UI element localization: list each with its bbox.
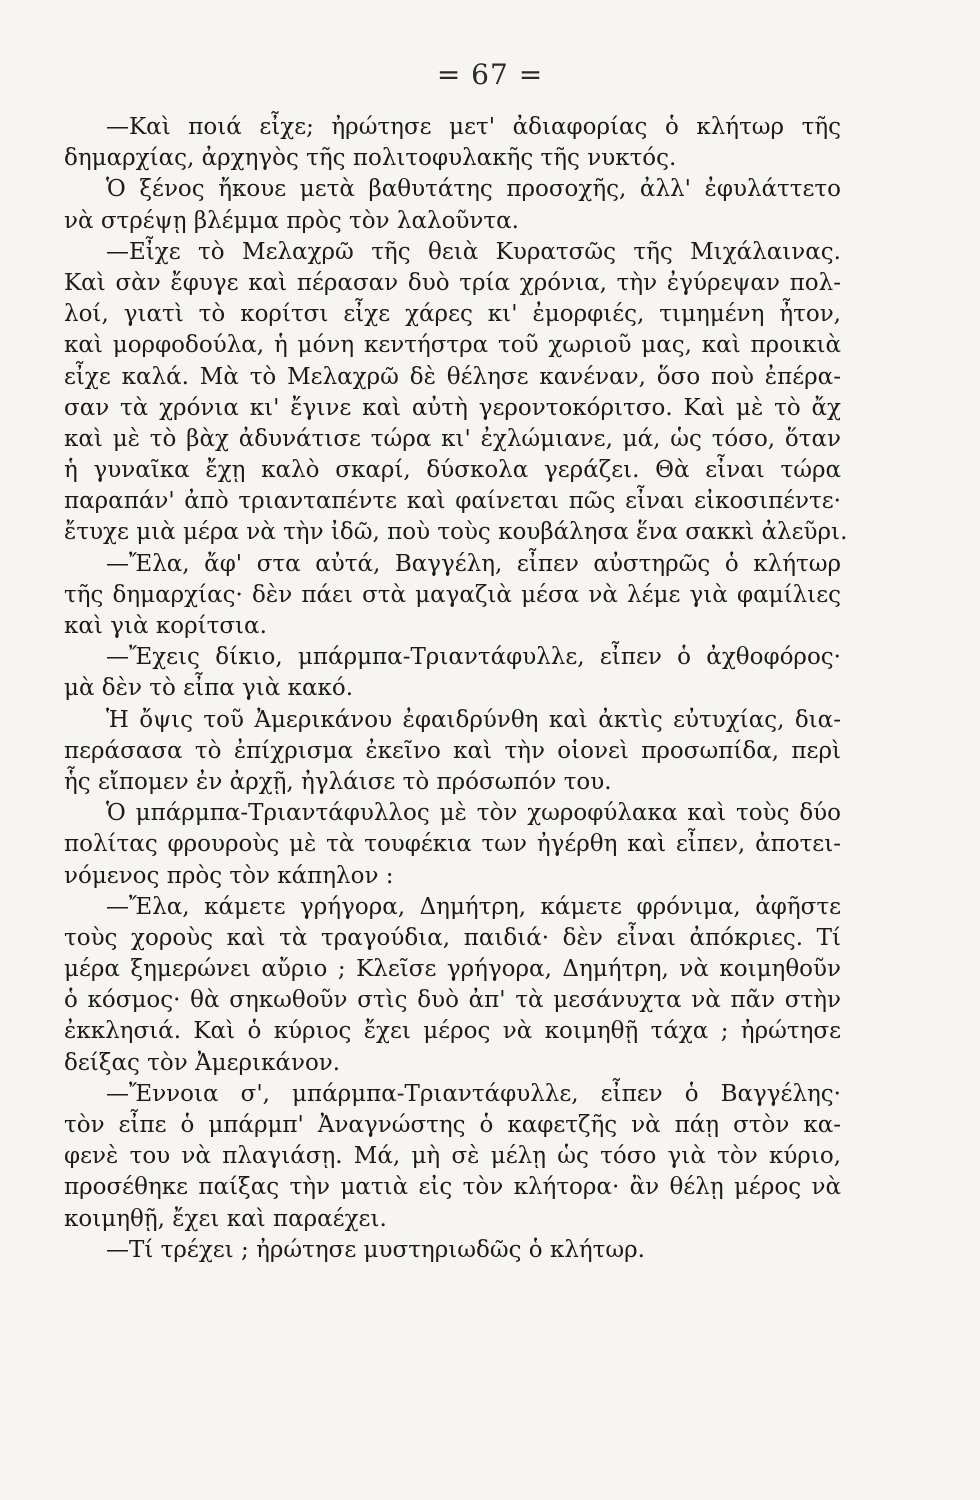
- text-line: καὶ μορφοδούλα, ἡ μόνη κεντήστρα τοῦ χωριοῦ μας, καὶ προικιὰ: [64, 332, 841, 359]
- page-number: = 67 =: [436, 58, 544, 91]
- body-text: [64, 112, 848, 1266]
- text-line: —Τί τρέχει ; ἠρώτησε μυστηριωδῶς ὁ κλήτωρ.: [106, 1236, 645, 1263]
- text-line: κοιμηθῇ, ἔχει καὶ παραέχει.: [64, 1205, 387, 1232]
- text-line: δείξας τὸν Ἀμερικάνον.: [64, 1049, 341, 1076]
- text-line: προσέθηκε παίξας τὴν ματιὰ εἰς τὸν κλήτορα· ἂν θέλῃ μέρος νὰ: [64, 1174, 841, 1201]
- text-line: ὁ κόσμος· θὰ σηκωθοῦν στὶς δυὸ ἀπ' τὰ μεσάνυχτα νὰ πᾶν στὴν: [64, 987, 841, 1014]
- text-line: νόμενος πρὸς τὸν κάπηλον :: [64, 862, 394, 889]
- text-line: λοί, γιατὶ τὸ κορίτσι εἶχε χάρες κι' ἐμορφιές, τιμημένη ἦτον,: [64, 301, 841, 328]
- text-line: Ὁ ξένος ἤκουε μετὰ βαθυτάτης προσοχῆς, ἀλλ' ἐφυλάττετο: [106, 176, 841, 203]
- text-line: καὶ μὲ τὸ βὰχ ἀδυνάτισε τώρα κι' ἐχλώμιανε, μά, ὡς τόσο, ὅταν: [64, 425, 841, 452]
- text-line: —Ἔλα, κάμετε γρήγορα, Δημήτρη, κάμετε φρόνιμα, ἀφῆστε: [106, 893, 841, 920]
- text-line: ἔτυχε μιὰ μέρα νὰ τὴν ἰδῶ, ποὺ τοὺς κουβάλησα ἕνα σακκὶ ἀλεῦρι.: [64, 519, 848, 546]
- text-line: —Εἶχε τὸ Μελαχρῶ τῆς θειὰ Κυρατσῶς τῆς Μιχάλαινας.: [106, 238, 841, 265]
- text-line: τὸν εἶπε ὁ μπάρμπ' Ἀναγνώστης ὁ καφετζῆς νὰ πάῃ στὸν κα-: [64, 1112, 841, 1138]
- text-line: νὰ στρέψῃ βλέμμα πρὸς τὸν λαλοῦντα.: [64, 207, 519, 234]
- text-line: περάσασα τὸ ἐπίχρισμα ἐκεῖνο καὶ τὴν οἱονεὶ προσωπίδα, περὶ: [64, 737, 841, 764]
- text-line: —Ἔλα, ἄφ' στα αὐτά, Βαγγέλη, εἶπεν αὐστηρῶς ὁ κλήτωρ: [106, 550, 841, 577]
- text-line: παραπάν' ἀπὸ τριανταπέντε καὶ φαίνεται πῶς εἶναι εἰκοσιπέντε·: [64, 488, 841, 515]
- text-line: Καὶ σὰν ἔφυγε καὶ πέρασαν δυὸ τρία χρόνια, τὴν ἐγύρεψαν πολ-: [64, 269, 841, 296]
- text-line: Ὁ μπάρμπα-Τριαντάφυλλος μὲ τὸν χωροφύλακα καὶ τοὺς δύο: [106, 800, 841, 827]
- text-line: —Ἔννοια σ', μπάρμπα-Τριαντάφυλλε, εἶπεν ὁ Βαγγέλης·: [106, 1080, 841, 1107]
- text-line: καὶ γιὰ κορίτσια.: [64, 613, 267, 639]
- text-line: μέρα ξημερώνει αὔριο ; Κλεῖσε γρήγορα, Δημήτρη, νὰ κοιμηθοῦν: [64, 956, 841, 983]
- text-line: —Ἔχεις δίκιο, μπάρμπα-Τριαντάφυλλε, εἶπεν ὁ ἀχθοφόρος·: [106, 644, 841, 671]
- text-line: φενὲ του νὰ πλαγιάσῃ. Μά, μὴ σὲ μέλῃ ὡς τόσο γιὰ τὸν κύριο,: [64, 1143, 841, 1170]
- text-line: ἧς εἴπομεν ἐν ἀρχῇ, ἠγλάισε τὸ πρόσωπόν του.: [64, 768, 612, 795]
- text-line: μὰ δὲν τὸ εἶπα γιὰ κακό.: [64, 675, 354, 702]
- text-line: ἐκκλησιά. Καὶ ὁ κύριος ἔχει μέρος νὰ κοιμηθῇ τάχα ; ἠρώτησε: [64, 1018, 841, 1045]
- text-line: εἶχε καλά. Μὰ τὸ Μελαχρῶ δὲ θέλησε κανέναν, ὅσο ποὺ ἐπέρα-: [64, 363, 841, 390]
- text-line: σαν τὰ χρόνια κι' ἔγινε καὶ αὐτὴ γεροντοκόριτσο. Καὶ μὲ τὸ ἄχ: [64, 394, 841, 421]
- text-line: τοὺς χοροὺς καὶ τὰ τραγούδια, παιδιά· δὲν εἶναι ἀπόκριες. Τί: [64, 924, 841, 951]
- text-line: —Καὶ ποιά εἶχε; ἠρώτησε μετ' ἀδιαφορίας ὁ κλήτωρ τῆς: [106, 114, 841, 140]
- text-line: Ἡ ὄψις τοῦ Ἀμερικάνου ἐφαιδρύνθη καὶ ἀκτὶς εὐτυχίας, δια-: [106, 706, 841, 733]
- text-line: ἡ γυναῖκα ἔχῃ καλὸ σκαρί, δύσκολα γεράζει. Θὰ εἶναι τώρα: [64, 457, 841, 484]
- text-line: πολίτας φρουροὺς μὲ τὰ τουφέκια των ἠγέρθη καὶ εἶπεν, ἀποτει-: [64, 831, 841, 858]
- text-line: τῆς δημαρχίας· δὲν πάει στὰ μαγαζιὰ μέσα νὰ λέμε γιὰ φαμίλιες: [64, 581, 841, 608]
- text-line: δημαρχίας, ἀρχηγὸς τῆς πολιτοφυλακῆς τῆς νυκτός.: [64, 145, 677, 172]
